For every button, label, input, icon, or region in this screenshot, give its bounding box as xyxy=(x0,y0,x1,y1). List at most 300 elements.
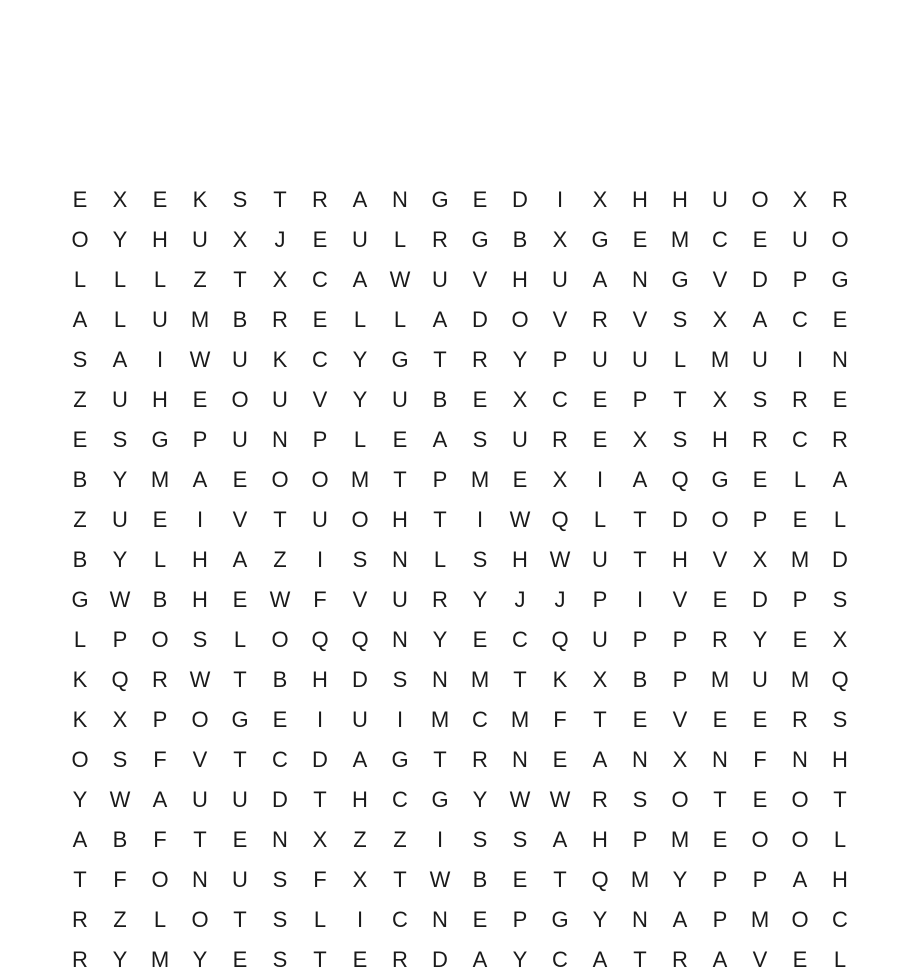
letter-cell[interactable]: P xyxy=(632,627,648,652)
letter-cell[interactable]: E xyxy=(72,427,88,452)
letter-cell[interactable]: C xyxy=(792,427,808,452)
letter-cell[interactable]: E xyxy=(752,787,768,812)
letter-cell[interactable]: X xyxy=(632,427,648,452)
letter-cell[interactable]: T xyxy=(233,267,247,292)
letter-cell[interactable]: L xyxy=(233,627,247,652)
letter-cell[interactable]: J xyxy=(274,227,286,252)
letter-cell[interactable]: O xyxy=(191,707,209,732)
letter-cell[interactable]: R xyxy=(312,187,328,212)
letter-cell[interactable]: X xyxy=(592,187,608,212)
letter-cell[interactable]: W xyxy=(109,587,131,612)
letter-cell[interactable]: T xyxy=(633,947,647,972)
letter-cell[interactable]: J xyxy=(514,587,526,612)
letter-cell[interactable]: X xyxy=(552,227,568,252)
letter-cell[interactable]: E xyxy=(232,827,248,852)
letter-cell[interactable]: V xyxy=(552,307,568,332)
letter-cell[interactable]: A xyxy=(232,547,248,572)
letter-cell[interactable]: U xyxy=(712,187,728,212)
letter-cell[interactable]: G xyxy=(831,267,849,292)
letter-cell[interactable]: C xyxy=(512,627,528,652)
letter-cell[interactable]: F xyxy=(153,827,167,852)
letter-cell[interactable]: L xyxy=(393,227,407,252)
letter-cell[interactable]: P xyxy=(792,587,808,612)
letter-cell[interactable]: T xyxy=(513,667,527,692)
letter-cell[interactable]: U xyxy=(752,347,768,372)
letter-cell[interactable]: R xyxy=(272,307,288,332)
letter-cell[interactable]: A xyxy=(752,307,768,332)
letter-cell[interactable]: U xyxy=(192,787,208,812)
letter-cell[interactable]: P xyxy=(592,587,608,612)
letter-cell[interactable]: B xyxy=(432,387,448,412)
letter-cell[interactable]: U xyxy=(592,347,608,372)
letter-cell[interactable]: D xyxy=(512,187,528,212)
letter-cell[interactable]: R xyxy=(432,227,448,252)
letter-cell[interactable]: R xyxy=(592,787,608,812)
letter-cell[interactable]: E xyxy=(752,467,768,492)
letter-cell[interactable]: S xyxy=(352,547,368,572)
letter-cell[interactable]: T xyxy=(633,507,647,532)
letter-cell[interactable]: N xyxy=(712,747,728,772)
letter-cell[interactable]: A xyxy=(592,947,608,972)
letter-cell[interactable]: W xyxy=(509,507,531,532)
letter-cell[interactable]: O xyxy=(71,227,89,252)
letter-cell[interactable]: C xyxy=(272,747,288,772)
letter-cell[interactable]: N xyxy=(432,907,448,932)
letter-cell[interactable]: R xyxy=(712,627,728,652)
letter-cell[interactable]: G xyxy=(151,427,169,452)
letter-cell[interactable]: M xyxy=(510,707,530,732)
letter-cell[interactable]: U xyxy=(232,427,248,452)
letter-cell[interactable]: N xyxy=(832,347,848,372)
letter-cell[interactable]: C xyxy=(312,347,328,372)
letter-cell[interactable]: E xyxy=(232,947,248,972)
letter-cell[interactable]: P xyxy=(312,427,328,452)
letter-cell[interactable]: L xyxy=(353,427,367,452)
letter-cell[interactable]: E xyxy=(592,427,608,452)
letter-cell[interactable]: C xyxy=(552,947,568,972)
letter-cell[interactable]: H xyxy=(392,507,408,532)
letter-cell[interactable]: M xyxy=(790,667,810,692)
letter-cell[interactable]: F xyxy=(153,747,167,772)
letter-cell[interactable]: S xyxy=(112,427,128,452)
letter-cell[interactable]: S xyxy=(112,747,128,772)
letter-cell[interactable]: K xyxy=(272,347,288,372)
letter-cell[interactable]: P xyxy=(552,347,568,372)
letter-cell[interactable]: D xyxy=(352,667,368,692)
letter-cell[interactable]: O xyxy=(311,467,329,492)
letter-cell[interactable]: R xyxy=(752,427,768,452)
letter-cell[interactable]: S xyxy=(272,947,288,972)
letter-cell[interactable]: D xyxy=(752,587,768,612)
letter-cell[interactable]: I xyxy=(356,907,364,932)
letter-cell[interactable]: M xyxy=(150,467,170,492)
letter-cell[interactable]: W xyxy=(189,667,211,692)
letter-cell[interactable]: F xyxy=(113,867,127,892)
letter-cell[interactable]: K xyxy=(192,187,208,212)
letter-cell[interactable]: O xyxy=(151,867,169,892)
letter-cell[interactable]: N xyxy=(272,427,288,452)
letter-cell[interactable]: R xyxy=(672,947,688,972)
letter-cell[interactable]: T xyxy=(593,707,607,732)
letter-cell[interactable]: W xyxy=(549,787,571,812)
letter-cell[interactable]: Y xyxy=(352,387,368,412)
letter-cell[interactable]: C xyxy=(392,787,408,812)
letter-cell[interactable]: W xyxy=(509,787,531,812)
letter-cell[interactable]: M xyxy=(430,707,450,732)
letter-cell[interactable]: A xyxy=(472,947,488,972)
letter-cell[interactable]: E xyxy=(712,707,728,732)
letter-cell[interactable]: E xyxy=(152,187,168,212)
letter-cell[interactable]: A xyxy=(592,747,608,772)
letter-cell[interactable]: L xyxy=(73,267,87,292)
letter-cell[interactable]: P xyxy=(512,907,528,932)
letter-cell[interactable]: R xyxy=(392,947,408,972)
letter-cell[interactable]: Y xyxy=(112,227,128,252)
letter-cell[interactable]: T xyxy=(313,947,327,972)
letter-cell[interactable]: Z xyxy=(73,387,87,412)
letter-cell[interactable]: R xyxy=(152,667,168,692)
letter-cell[interactable]: C xyxy=(832,907,848,932)
letter-cell[interactable]: Y xyxy=(512,947,528,972)
letter-cell[interactable]: X xyxy=(512,387,528,412)
letter-cell[interactable]: T xyxy=(433,347,447,372)
letter-cell[interactable]: T xyxy=(233,747,247,772)
letter-cell[interactable]: S xyxy=(72,347,88,372)
letter-cell[interactable]: P xyxy=(632,387,648,412)
letter-cell[interactable]: P xyxy=(432,467,448,492)
letter-cell[interactable]: N xyxy=(632,907,648,932)
letter-cell[interactable]: V xyxy=(312,387,328,412)
letter-cell[interactable]: M xyxy=(630,867,650,892)
letter-cell[interactable]: Y xyxy=(352,347,368,372)
letter-cell[interactable]: O xyxy=(791,827,809,852)
letter-cell[interactable]: Y xyxy=(72,787,88,812)
letter-cell[interactable]: I xyxy=(636,587,644,612)
letter-cell[interactable]: S xyxy=(672,427,688,452)
letter-cell[interactable]: C xyxy=(552,387,568,412)
letter-cell[interactable]: Y xyxy=(192,947,208,972)
letter-cell[interactable]: P xyxy=(152,707,168,732)
letter-cell[interactable]: T xyxy=(833,787,847,812)
letter-cell[interactable]: X xyxy=(832,627,848,652)
letter-cell[interactable]: A xyxy=(152,787,168,812)
letter-cell[interactable]: Z xyxy=(193,267,207,292)
letter-cell[interactable]: T xyxy=(673,387,687,412)
letter-cell[interactable]: X xyxy=(112,187,128,212)
letter-cell[interactable]: C xyxy=(392,907,408,932)
letter-cell[interactable]: U xyxy=(392,387,408,412)
letter-cell[interactable]: Z xyxy=(353,827,367,852)
letter-cell[interactable]: A xyxy=(352,187,368,212)
letter-cell[interactable]: E xyxy=(632,707,648,732)
letter-cell[interactable]: E xyxy=(272,707,288,732)
letter-cell[interactable]: E xyxy=(472,627,488,652)
letter-cell[interactable]: S xyxy=(272,867,288,892)
letter-cell[interactable]: C xyxy=(712,227,728,252)
letter-cell[interactable]: S xyxy=(832,707,848,732)
letter-cell[interactable]: Q xyxy=(551,627,569,652)
letter-cell[interactable]: R xyxy=(72,947,88,972)
letter-cell[interactable]: A xyxy=(352,747,368,772)
letter-cell[interactable]: O xyxy=(351,507,369,532)
letter-cell[interactable]: N xyxy=(632,747,648,772)
letter-cell[interactable]: M xyxy=(710,667,730,692)
letter-cell[interactable]: K xyxy=(552,667,568,692)
letter-cell[interactable]: G xyxy=(391,747,409,772)
letter-cell[interactable]: T xyxy=(233,907,247,932)
letter-cell[interactable]: I xyxy=(556,187,564,212)
letter-cell[interactable]: X xyxy=(112,707,128,732)
letter-cell[interactable]: O xyxy=(231,387,249,412)
letter-cell[interactable]: P xyxy=(712,907,728,932)
letter-cell[interactable]: U xyxy=(112,507,128,532)
letter-cell[interactable]: E xyxy=(512,867,528,892)
letter-cell[interactable]: Y xyxy=(112,467,128,492)
letter-cell[interactable]: F xyxy=(313,587,327,612)
letter-cell[interactable]: V xyxy=(672,707,688,732)
letter-cell[interactable]: N xyxy=(632,267,648,292)
letter-cell[interactable]: R xyxy=(832,187,848,212)
letter-cell[interactable]: V xyxy=(192,747,208,772)
letter-cell[interactable]: E xyxy=(712,587,728,612)
letter-cell[interactable]: S xyxy=(472,427,488,452)
letter-cell[interactable]: E xyxy=(792,507,808,532)
letter-cell[interactable]: E xyxy=(152,507,168,532)
letter-cell[interactable]: N xyxy=(392,627,408,652)
letter-cell[interactable]: R xyxy=(72,907,88,932)
letter-cell[interactable]: U xyxy=(112,387,128,412)
letter-cell[interactable]: H xyxy=(352,787,368,812)
letter-cell[interactable]: A xyxy=(552,827,568,852)
letter-cell[interactable]: T xyxy=(433,747,447,772)
letter-cell[interactable]: R xyxy=(472,347,488,372)
letter-cell[interactable]: N xyxy=(392,187,408,212)
letter-cell[interactable]: M xyxy=(790,547,810,572)
letter-cell[interactable]: X xyxy=(232,227,248,252)
letter-cell[interactable]: O xyxy=(751,827,769,852)
letter-cell[interactable]: L xyxy=(593,507,607,532)
letter-cell[interactable]: L xyxy=(113,307,127,332)
letter-cell[interactable]: R xyxy=(832,427,848,452)
letter-cell[interactable]: L xyxy=(153,267,167,292)
letter-cell[interactable]: V xyxy=(232,507,248,532)
letter-cell[interactable]: B xyxy=(232,307,248,332)
letter-cell[interactable]: V xyxy=(472,267,488,292)
letter-cell[interactable]: L xyxy=(673,347,687,372)
letter-cell[interactable]: N xyxy=(192,867,208,892)
letter-cell[interactable]: U xyxy=(352,227,368,252)
letter-cell[interactable]: E xyxy=(392,427,408,452)
letter-cell[interactable]: M xyxy=(190,307,210,332)
letter-cell[interactable]: G xyxy=(71,587,89,612)
letter-cell[interactable]: H xyxy=(632,187,648,212)
letter-cell[interactable]: O xyxy=(191,907,209,932)
letter-cell[interactable]: H xyxy=(152,227,168,252)
letter-cell[interactable]: R xyxy=(792,707,808,732)
letter-cell[interactable]: X xyxy=(272,267,288,292)
letter-cell[interactable]: A xyxy=(632,467,648,492)
letter-cell[interactable]: X xyxy=(352,867,368,892)
letter-cell[interactable]: Q xyxy=(351,627,369,652)
letter-cell[interactable]: Q xyxy=(591,867,609,892)
letter-cell[interactable]: T xyxy=(273,507,287,532)
letter-cell[interactable]: S xyxy=(632,787,648,812)
letter-cell[interactable]: O xyxy=(271,467,289,492)
letter-cell[interactable]: U xyxy=(592,547,608,572)
letter-cell[interactable]: P xyxy=(632,827,648,852)
letter-cell[interactable]: T xyxy=(393,467,407,492)
letter-cell[interactable]: B xyxy=(72,467,88,492)
letter-cell[interactable]: Y xyxy=(592,907,608,932)
letter-cell[interactable]: E xyxy=(792,947,808,972)
letter-cell[interactable]: T xyxy=(233,667,247,692)
letter-cell[interactable]: T xyxy=(553,867,567,892)
letter-cell[interactable]: U xyxy=(392,587,408,612)
letter-cell[interactable]: U xyxy=(512,427,528,452)
letter-cell[interactable]: A xyxy=(592,267,608,292)
letter-cell[interactable]: E xyxy=(832,387,848,412)
letter-cell[interactable]: A xyxy=(672,907,688,932)
letter-cell[interactable]: A xyxy=(112,347,128,372)
letter-cell[interactable]: G xyxy=(471,227,489,252)
letter-cell[interactable]: H xyxy=(512,267,528,292)
letter-cell[interactable]: A xyxy=(792,867,808,892)
letter-cell[interactable]: T xyxy=(193,827,207,852)
letter-cell[interactable]: E xyxy=(712,827,728,852)
letter-cell[interactable]: E xyxy=(552,747,568,772)
letter-cell[interactable]: X xyxy=(312,827,328,852)
letter-cell[interactable]: H xyxy=(672,187,688,212)
letter-cell[interactable]: O xyxy=(71,747,89,772)
letter-cell[interactable]: H xyxy=(592,827,608,852)
letter-cell[interactable]: E xyxy=(472,187,488,212)
letter-cell[interactable]: G xyxy=(231,707,249,732)
letter-cell[interactable]: D xyxy=(832,547,848,572)
letter-cell[interactable]: Q xyxy=(671,467,689,492)
letter-cell[interactable]: E xyxy=(72,187,88,212)
letter-cell[interactable]: R xyxy=(552,427,568,452)
letter-cell[interactable]: U xyxy=(352,707,368,732)
letter-cell[interactable]: P xyxy=(752,507,768,532)
letter-cell[interactable]: C xyxy=(312,267,328,292)
letter-cell[interactable]: A xyxy=(72,827,88,852)
letter-cell[interactable]: P xyxy=(112,627,128,652)
letter-cell[interactable]: E xyxy=(832,307,848,332)
letter-cell[interactable]: T xyxy=(433,507,447,532)
letter-cell[interactable]: N xyxy=(792,747,808,772)
letter-cell[interactable]: G xyxy=(431,787,449,812)
letter-cell[interactable]: W xyxy=(549,547,571,572)
letter-cell[interactable]: N xyxy=(432,667,448,692)
letter-cell[interactable]: U xyxy=(232,347,248,372)
letter-cell[interactable]: M xyxy=(750,907,770,932)
letter-cell[interactable]: B xyxy=(632,667,648,692)
letter-cell[interactable]: X xyxy=(752,547,768,572)
letter-cell[interactable]: M xyxy=(670,227,690,252)
letter-cell[interactable]: U xyxy=(792,227,808,252)
letter-cell[interactable]: S xyxy=(392,667,408,692)
letter-cell[interactable]: Q xyxy=(111,667,129,692)
letter-cell[interactable]: P xyxy=(752,867,768,892)
letter-cell[interactable]: G xyxy=(431,187,449,212)
letter-cell[interactable]: C xyxy=(792,307,808,332)
letter-cell[interactable]: U xyxy=(272,387,288,412)
letter-cell[interactable]: P xyxy=(712,867,728,892)
letter-cell[interactable]: B xyxy=(512,227,528,252)
letter-cell[interactable]: S xyxy=(192,627,208,652)
letter-cell[interactable]: Y xyxy=(112,547,128,572)
letter-cell[interactable]: F xyxy=(553,707,567,732)
letter-cell[interactable]: D xyxy=(432,947,448,972)
letter-cell[interactable]: O xyxy=(151,627,169,652)
letter-cell[interactable]: B xyxy=(72,547,88,572)
letter-cell[interactable]: H xyxy=(152,387,168,412)
letter-cell[interactable]: Z xyxy=(273,547,287,572)
letter-cell[interactable]: G xyxy=(671,267,689,292)
letter-cell[interactable]: L xyxy=(393,307,407,332)
letter-cell[interactable]: Z xyxy=(393,827,407,852)
letter-cell[interactable]: P xyxy=(192,427,208,452)
letter-cell[interactable]: M xyxy=(710,347,730,372)
letter-cell[interactable]: X xyxy=(792,187,808,212)
letter-cell[interactable]: H xyxy=(192,547,208,572)
letter-cell[interactable]: V xyxy=(712,267,728,292)
letter-cell[interactable]: M xyxy=(150,947,170,972)
letter-cell[interactable]: W xyxy=(189,347,211,372)
letter-cell[interactable]: P xyxy=(792,267,808,292)
letter-cell[interactable]: C xyxy=(472,707,488,732)
letter-cell[interactable]: H xyxy=(192,587,208,612)
letter-cell[interactable]: E xyxy=(472,907,488,932)
letter-cell[interactable]: A xyxy=(192,467,208,492)
letter-cell[interactable]: F xyxy=(313,867,327,892)
letter-cell[interactable]: I xyxy=(436,827,444,852)
letter-cell[interactable]: X xyxy=(712,387,728,412)
letter-cell[interactable]: O xyxy=(751,187,769,212)
letter-cell[interactable]: J xyxy=(554,587,566,612)
letter-cell[interactable]: D xyxy=(472,307,488,332)
letter-cell[interactable]: H xyxy=(672,547,688,572)
letter-cell[interactable]: O xyxy=(711,507,729,532)
letter-cell[interactable]: L xyxy=(793,467,807,492)
letter-cell[interactable]: E xyxy=(752,227,768,252)
letter-cell[interactable]: Y xyxy=(472,587,488,612)
letter-cell[interactable]: G xyxy=(551,907,569,932)
letter-cell[interactable]: A xyxy=(432,307,448,332)
letter-cell[interactable]: S xyxy=(832,587,848,612)
letter-cell[interactable]: E xyxy=(232,587,248,612)
letter-cell[interactable]: B xyxy=(152,587,168,612)
letter-cell[interactable]: H xyxy=(832,747,848,772)
letter-cell[interactable]: W xyxy=(109,787,131,812)
letter-cell[interactable]: E xyxy=(632,227,648,252)
letter-cell[interactable]: V xyxy=(672,587,688,612)
letter-cell[interactable]: D xyxy=(272,787,288,812)
letter-cell[interactable]: I xyxy=(316,707,324,732)
letter-cell[interactable]: Y xyxy=(112,947,128,972)
letter-cell[interactable]: I xyxy=(196,507,204,532)
letter-cell[interactable]: L xyxy=(353,307,367,332)
letter-cell[interactable]: R xyxy=(592,307,608,332)
letter-cell[interactable]: K xyxy=(72,667,88,692)
letter-cell[interactable]: M xyxy=(670,827,690,852)
letter-cell[interactable]: V xyxy=(352,587,368,612)
letter-cell[interactable]: U xyxy=(432,267,448,292)
letter-cell[interactable]: R xyxy=(792,387,808,412)
letter-cell[interactable]: W xyxy=(429,867,451,892)
letter-cell[interactable]: L xyxy=(113,267,127,292)
letter-cell[interactable]: H xyxy=(712,427,728,452)
